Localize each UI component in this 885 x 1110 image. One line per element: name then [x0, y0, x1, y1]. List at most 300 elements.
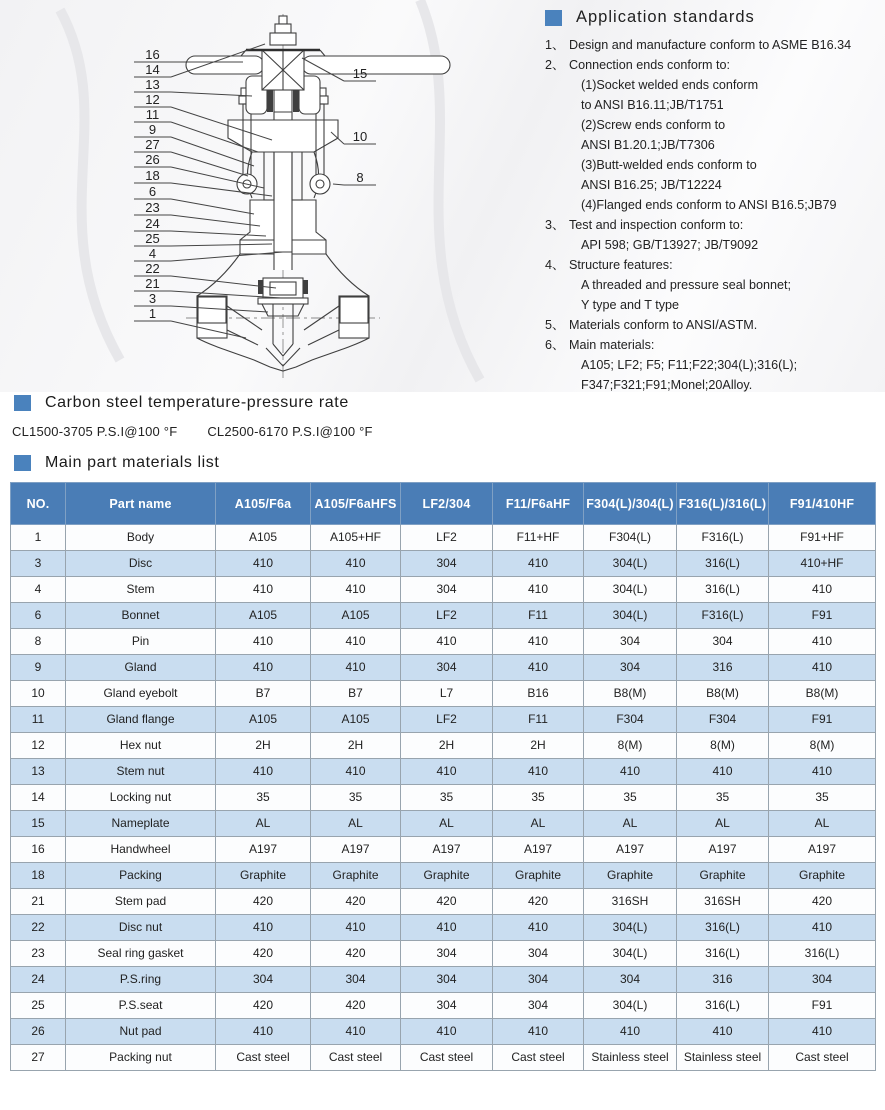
- table-cell: 10: [11, 681, 66, 707]
- callout-number-9: 9: [148, 122, 157, 137]
- section-title: Main part materials list: [45, 454, 220, 471]
- table-cell: P.S.ring: [66, 967, 216, 993]
- table-cell: 26: [11, 1019, 66, 1045]
- table-cell: 304(L): [584, 993, 677, 1019]
- standards-line-text: Connection ends conform to:: [569, 58, 731, 72]
- table-cell: 2H: [401, 733, 493, 759]
- table-cell: Gland flange: [66, 707, 216, 733]
- table-cell: Hex nut: [66, 733, 216, 759]
- table-cell: Cast steel: [216, 1045, 311, 1071]
- table-cell: Cast steel: [769, 1045, 876, 1071]
- table-cell: Graphite: [584, 863, 677, 889]
- table-cell: 410: [769, 1019, 876, 1045]
- table-cell: 35: [216, 785, 311, 811]
- table-cell: 304: [311, 967, 401, 993]
- table-cell: 420: [216, 941, 311, 967]
- callout-number-27: 27: [145, 137, 160, 152]
- table-cell: B7: [216, 681, 311, 707]
- table-row: [11, 811, 876, 837]
- standards-line-marker: [545, 295, 569, 315]
- table-cell: 316(L): [677, 915, 769, 941]
- table-header-row: [11, 483, 876, 525]
- table-row: [11, 551, 876, 577]
- standards-line-15: [545, 335, 883, 355]
- standards-line-marker: [545, 95, 569, 115]
- table-cell: 410: [311, 915, 401, 941]
- watermark-streak: [60, 10, 120, 360]
- table-cell: F91+HF: [769, 525, 876, 551]
- table-cell: Locking nut: [66, 785, 216, 811]
- table-cell: Cast steel: [401, 1045, 493, 1071]
- standards-line-marker: [545, 135, 569, 155]
- standards-list: [545, 35, 883, 395]
- column-header: LF2/304: [401, 483, 493, 525]
- table-cell: 316(L): [677, 551, 769, 577]
- table-cell: Stem nut: [66, 759, 216, 785]
- table-cell: Cast steel: [311, 1045, 401, 1071]
- table-cell: F11: [493, 603, 584, 629]
- callout-number-6: 6: [148, 184, 157, 199]
- table-cell: 304: [401, 941, 493, 967]
- table-cell: 410: [769, 629, 876, 655]
- table-cell: Handwheel: [66, 837, 216, 863]
- valve-cross-section-diagram: [0, 0, 540, 392]
- table-cell: A105: [216, 603, 311, 629]
- table-cell: 420: [311, 889, 401, 915]
- table-cell: 420: [311, 993, 401, 1019]
- standards-line-13: [545, 295, 883, 315]
- table-cell: 21: [11, 889, 66, 915]
- table-cell: 18: [11, 863, 66, 889]
- standards-line-7: [545, 175, 883, 195]
- table-cell: 25: [11, 993, 66, 1019]
- carbon-steel-header: [14, 394, 349, 412]
- callout-leader-line: [171, 215, 260, 226]
- section-title: Application standards: [576, 8, 755, 26]
- table-cell: Body: [66, 525, 216, 551]
- table-cell: 304(L): [584, 603, 677, 629]
- table-cell: F91: [769, 603, 876, 629]
- table-cell: 9: [11, 655, 66, 681]
- table-cell: Packing nut: [66, 1045, 216, 1071]
- standards-line-5: [545, 135, 883, 155]
- column-header: NO.: [11, 483, 66, 525]
- table-cell: Gland eyebolt: [66, 681, 216, 707]
- standards-line-text: (3)Butt-welded ends conform to: [581, 158, 757, 172]
- standards-line-14: [545, 315, 883, 335]
- standards-line-marker: 5、: [545, 318, 565, 332]
- table-cell: 410: [311, 655, 401, 681]
- table-cell: 410: [493, 551, 584, 577]
- table-cell: F316(L): [677, 603, 769, 629]
- table-row: [11, 915, 876, 941]
- table-cell: 410: [769, 577, 876, 603]
- callout-leader-line: [171, 252, 283, 261]
- standards-line-marker: [545, 175, 569, 195]
- table-cell: 410: [401, 759, 493, 785]
- table-cell: 420: [401, 889, 493, 915]
- table-cell: 23: [11, 941, 66, 967]
- table-cell: 420: [216, 889, 311, 915]
- table-cell: F304: [677, 707, 769, 733]
- table-row: [11, 941, 876, 967]
- table-cell: 304: [401, 993, 493, 1019]
- table-cell: 420: [769, 889, 876, 915]
- standards-line-marker: [545, 195, 569, 215]
- table-cell: 410: [769, 759, 876, 785]
- callout-number-10: 10: [352, 129, 368, 144]
- table-cell: 410: [311, 1019, 401, 1045]
- table-cell: 316SH: [677, 889, 769, 915]
- table-cell: Nut pad: [66, 1019, 216, 1045]
- table-cell: F91: [769, 993, 876, 1019]
- table-row: [11, 629, 876, 655]
- standards-line-16: [545, 355, 883, 375]
- table-cell: 316: [677, 967, 769, 993]
- standards-line-10: [545, 235, 883, 255]
- callout-leader-line: [171, 199, 254, 214]
- standards-line-2: [545, 75, 883, 95]
- table-cell: Cast steel: [493, 1045, 584, 1071]
- table-cell: A105: [311, 707, 401, 733]
- table-cell: B7: [311, 681, 401, 707]
- table-cell: 4: [11, 577, 66, 603]
- table-cell: 3: [11, 551, 66, 577]
- table-cell: 35: [311, 785, 401, 811]
- table-cell: 304: [584, 655, 677, 681]
- callout-number-23: 23: [145, 200, 160, 215]
- table-cell: 410: [493, 915, 584, 941]
- table-cell: A197: [677, 837, 769, 863]
- table-cell: 316: [677, 655, 769, 681]
- callout-number-13: 13: [145, 77, 160, 92]
- table-cell: 410: [677, 759, 769, 785]
- table-cell: Pin: [66, 629, 216, 655]
- callout-number-26: 26: [145, 152, 160, 167]
- standards-line-marker: [545, 275, 569, 295]
- table-cell: 410: [584, 1019, 677, 1045]
- table-cell: LF2: [401, 525, 493, 551]
- table-cell: 304: [216, 967, 311, 993]
- callout-number-1: 1: [148, 306, 157, 321]
- table-row: [11, 1019, 876, 1045]
- application-standards-section: [545, 8, 883, 395]
- table-row: [11, 993, 876, 1019]
- table-cell: Packing: [66, 863, 216, 889]
- table-cell: A197: [401, 837, 493, 863]
- table-cell: 35: [401, 785, 493, 811]
- callout-number-8: 8: [356, 170, 364, 185]
- table-cell: 316(L): [677, 941, 769, 967]
- callout-number-4: 4: [148, 246, 157, 261]
- materials-list-header: [14, 454, 219, 472]
- standards-line-text: (4)Flanged ends conform to ANSI B16.5;JB79: [581, 198, 837, 212]
- standards-line-6: [545, 155, 883, 175]
- table-cell: 15: [11, 811, 66, 837]
- table-cell: 1: [11, 525, 66, 551]
- standards-line-text: A threaded and pressure seal bonnet;: [581, 278, 792, 292]
- table-cell: 27: [11, 1045, 66, 1071]
- table-cell: AL: [311, 811, 401, 837]
- column-header: A105/F6a: [216, 483, 311, 525]
- table-cell: A197: [311, 837, 401, 863]
- table-cell: A105: [216, 707, 311, 733]
- table-cell: 8(M): [677, 733, 769, 759]
- table-cell: F304(L): [584, 525, 677, 551]
- table-cell: Graphite: [216, 863, 311, 889]
- table-cell: 410: [493, 629, 584, 655]
- table-cell: Graphite: [401, 863, 493, 889]
- table-cell: 410: [493, 655, 584, 681]
- locking-nut: [270, 16, 296, 45]
- table-row: [11, 1045, 876, 1071]
- table-cell: Disc nut: [66, 915, 216, 941]
- callout-number-12: 12: [145, 92, 160, 107]
- standards-line-3: [545, 95, 883, 115]
- table-cell: 304(L): [584, 577, 677, 603]
- table-cell: 316(L): [769, 941, 876, 967]
- standards-line-9: [545, 215, 883, 235]
- table-cell: A105: [216, 525, 311, 551]
- table-cell: 35: [493, 785, 584, 811]
- standards-line-marker: 3、: [545, 218, 565, 232]
- standards-line-text: API 598; GB/T13927; JB/T9092: [581, 238, 759, 252]
- table-cell: 304: [584, 967, 677, 993]
- table-cell: 14: [11, 785, 66, 811]
- table-cell: 410: [311, 577, 401, 603]
- table-row: [11, 889, 876, 915]
- table-cell: 304: [401, 577, 493, 603]
- table-cell: 410: [493, 577, 584, 603]
- standards-line-marker: [545, 235, 569, 255]
- table-cell: Graphite: [769, 863, 876, 889]
- table-cell: 410: [311, 551, 401, 577]
- table-row: [11, 577, 876, 603]
- standards-line-text: F347;F321;F91;Monel;20Alloy.: [581, 378, 753, 392]
- table-cell: 410: [216, 1019, 311, 1045]
- table-cell: 304(L): [584, 915, 677, 941]
- table-cell: Graphite: [677, 863, 769, 889]
- table-cell: Stainless steel: [677, 1045, 769, 1071]
- standards-line-marker: 4、: [545, 258, 565, 272]
- table-cell: F316(L): [677, 525, 769, 551]
- table-cell: 410: [584, 759, 677, 785]
- table-cell: 35: [677, 785, 769, 811]
- table-cell: B16: [493, 681, 584, 707]
- table-cell: 8(M): [584, 733, 677, 759]
- callout-number-14: 14: [145, 62, 160, 77]
- standards-line-text: ANSI B16.25; JB/T12224: [581, 178, 722, 192]
- table-cell: 316SH: [584, 889, 677, 915]
- table-cell: 410: [216, 655, 311, 681]
- standards-line-marker: 2、: [545, 58, 565, 72]
- table-cell: A197: [493, 837, 584, 863]
- table-row: [11, 733, 876, 759]
- column-header: A105/F6aHFS: [311, 483, 401, 525]
- callout-leader-line: [171, 92, 252, 96]
- table-cell: AL: [216, 811, 311, 837]
- standards-line-8: [545, 195, 883, 215]
- callout-number-24: 24: [145, 216, 160, 231]
- table-cell: 410: [216, 759, 311, 785]
- column-header: F316(L)/316(L): [677, 483, 769, 525]
- table-cell: 410: [216, 915, 311, 941]
- table-cell: Disc: [66, 551, 216, 577]
- standards-line-text: Materials conform to ANSI/ASTM.: [569, 318, 758, 332]
- table-cell: Graphite: [493, 863, 584, 889]
- table-cell: 12: [11, 733, 66, 759]
- table-cell: 410: [401, 1019, 493, 1045]
- table-cell: Stem pad: [66, 889, 216, 915]
- table-cell: 410: [401, 915, 493, 941]
- table-row: [11, 837, 876, 863]
- table-cell: Stainless steel: [584, 1045, 677, 1071]
- table-cell: 420: [216, 993, 311, 1019]
- table-cell: A197: [584, 837, 677, 863]
- table-cell: AL: [769, 811, 876, 837]
- table-cell: 410: [216, 551, 311, 577]
- rating-cl1500: CL1500-3705 P.S.I@100 °F: [12, 424, 178, 439]
- table-row: [11, 525, 876, 551]
- table-cell: 304: [401, 967, 493, 993]
- table-cell: 8: [11, 629, 66, 655]
- table-cell: 304(L): [584, 941, 677, 967]
- table-cell: AL: [584, 811, 677, 837]
- table-cell: AL: [401, 811, 493, 837]
- callout-number-18: 18: [145, 168, 160, 183]
- standards-line-text: Y type and T type: [581, 298, 680, 312]
- table-cell: 410: [769, 655, 876, 681]
- callout-leader-line: [171, 152, 248, 176]
- table-row: [11, 681, 876, 707]
- table-cell: 410: [677, 1019, 769, 1045]
- application-standards-header: [545, 8, 883, 27]
- table-cell: 11: [11, 707, 66, 733]
- table-cell: 22: [11, 915, 66, 941]
- table-cell: 304: [401, 655, 493, 681]
- table-cell: 24: [11, 967, 66, 993]
- section-bullet-icon: [545, 10, 562, 26]
- table-cell: Bonnet: [66, 603, 216, 629]
- table-cell: B8(M): [769, 681, 876, 707]
- table-cell: 304: [493, 941, 584, 967]
- callout-number-15: 15: [352, 66, 368, 81]
- table-row: [11, 655, 876, 681]
- table-cell: 316(L): [677, 993, 769, 1019]
- table-cell: 304: [677, 629, 769, 655]
- table-cell: F304: [584, 707, 677, 733]
- table-cell: 420: [493, 889, 584, 915]
- table-cell: B8(M): [677, 681, 769, 707]
- callout-number-22: 22: [145, 261, 160, 276]
- table-row: [11, 785, 876, 811]
- standards-line-text: Test and inspection conform to:: [569, 218, 744, 232]
- table-cell: 410: [493, 759, 584, 785]
- table-cell: 410: [216, 629, 311, 655]
- table-cell: Graphite: [311, 863, 401, 889]
- table-cell: P.S.seat: [66, 993, 216, 1019]
- standards-line-11: [545, 255, 883, 275]
- valve-drawing-svg: [0, 0, 540, 392]
- table-cell: 410: [311, 759, 401, 785]
- table-cell: F91: [769, 707, 876, 733]
- pressure-ratings: [12, 424, 403, 439]
- table-cell: 410+HF: [769, 551, 876, 577]
- table-cell: L7: [401, 681, 493, 707]
- table-cell: 304: [493, 993, 584, 1019]
- standards-line-marker: [545, 355, 569, 375]
- standards-line-0: [545, 35, 883, 55]
- column-header: F11/F6aHF: [493, 483, 584, 525]
- table-cell: 16: [11, 837, 66, 863]
- standards-line-marker: [545, 115, 569, 135]
- table-cell: 13: [11, 759, 66, 785]
- table-cell: 410: [493, 1019, 584, 1045]
- standards-line-marker: [545, 375, 569, 395]
- table-cell: 2H: [493, 733, 584, 759]
- table-cell: 420: [311, 941, 401, 967]
- callout-number-11: 11: [145, 107, 160, 122]
- callout-number-25: 25: [145, 231, 160, 246]
- table-cell: 410: [216, 577, 311, 603]
- standards-line-marker: [545, 75, 569, 95]
- table-cell: 35: [584, 785, 677, 811]
- table-cell: 304: [493, 967, 584, 993]
- table-cell: LF2: [401, 707, 493, 733]
- table-cell: 304: [584, 629, 677, 655]
- standards-line-marker: 6、: [545, 338, 565, 352]
- callout-leader-line: [333, 184, 344, 185]
- standards-line-text: Structure features:: [569, 258, 673, 272]
- section-bullet-icon: [14, 395, 31, 411]
- standards-line-marker: 1、: [545, 38, 565, 52]
- table-cell: A197: [769, 837, 876, 863]
- standards-line-marker: [545, 155, 569, 175]
- callout-number-3: 3: [148, 291, 157, 306]
- table-cell: 304: [769, 967, 876, 993]
- table-cell: 35: [769, 785, 876, 811]
- table-cell: LF2: [401, 603, 493, 629]
- table-cell: Stem: [66, 577, 216, 603]
- table-cell: AL: [493, 811, 584, 837]
- table-cell: 304(L): [584, 551, 677, 577]
- table-row: [11, 967, 876, 993]
- table-cell: Seal ring gasket: [66, 941, 216, 967]
- table-cell: 410: [311, 629, 401, 655]
- section-title: Carbon steel temperature-pressure rate: [45, 394, 349, 411]
- callout-number-21: 21: [145, 276, 160, 291]
- standards-line-1: [545, 55, 883, 75]
- standards-line-12: [545, 275, 883, 295]
- standards-line-text: to ANSI B16.11;JB/T1751: [581, 98, 724, 112]
- standards-line-17: [545, 375, 883, 395]
- table-cell: B8(M): [584, 681, 677, 707]
- standards-line-text: A105; LF2; F5; F11;F22;304(L);316(L);: [581, 358, 798, 372]
- stem: [274, 90, 292, 270]
- table-cell: 316(L): [677, 577, 769, 603]
- table-cell: 304: [401, 551, 493, 577]
- standards-line-text: Design and manufacture conform to ASME B16.34: [569, 38, 852, 52]
- table-row: [11, 759, 876, 785]
- column-header: F91/410HF: [769, 483, 876, 525]
- table-cell: A197: [216, 837, 311, 863]
- column-header: F304(L)/304(L): [584, 483, 677, 525]
- table-cell: AL: [677, 811, 769, 837]
- standards-line-4: [545, 115, 883, 135]
- table-cell: Nameplate: [66, 811, 216, 837]
- table-cell: 2H: [216, 733, 311, 759]
- table-cell: A105+HF: [311, 525, 401, 551]
